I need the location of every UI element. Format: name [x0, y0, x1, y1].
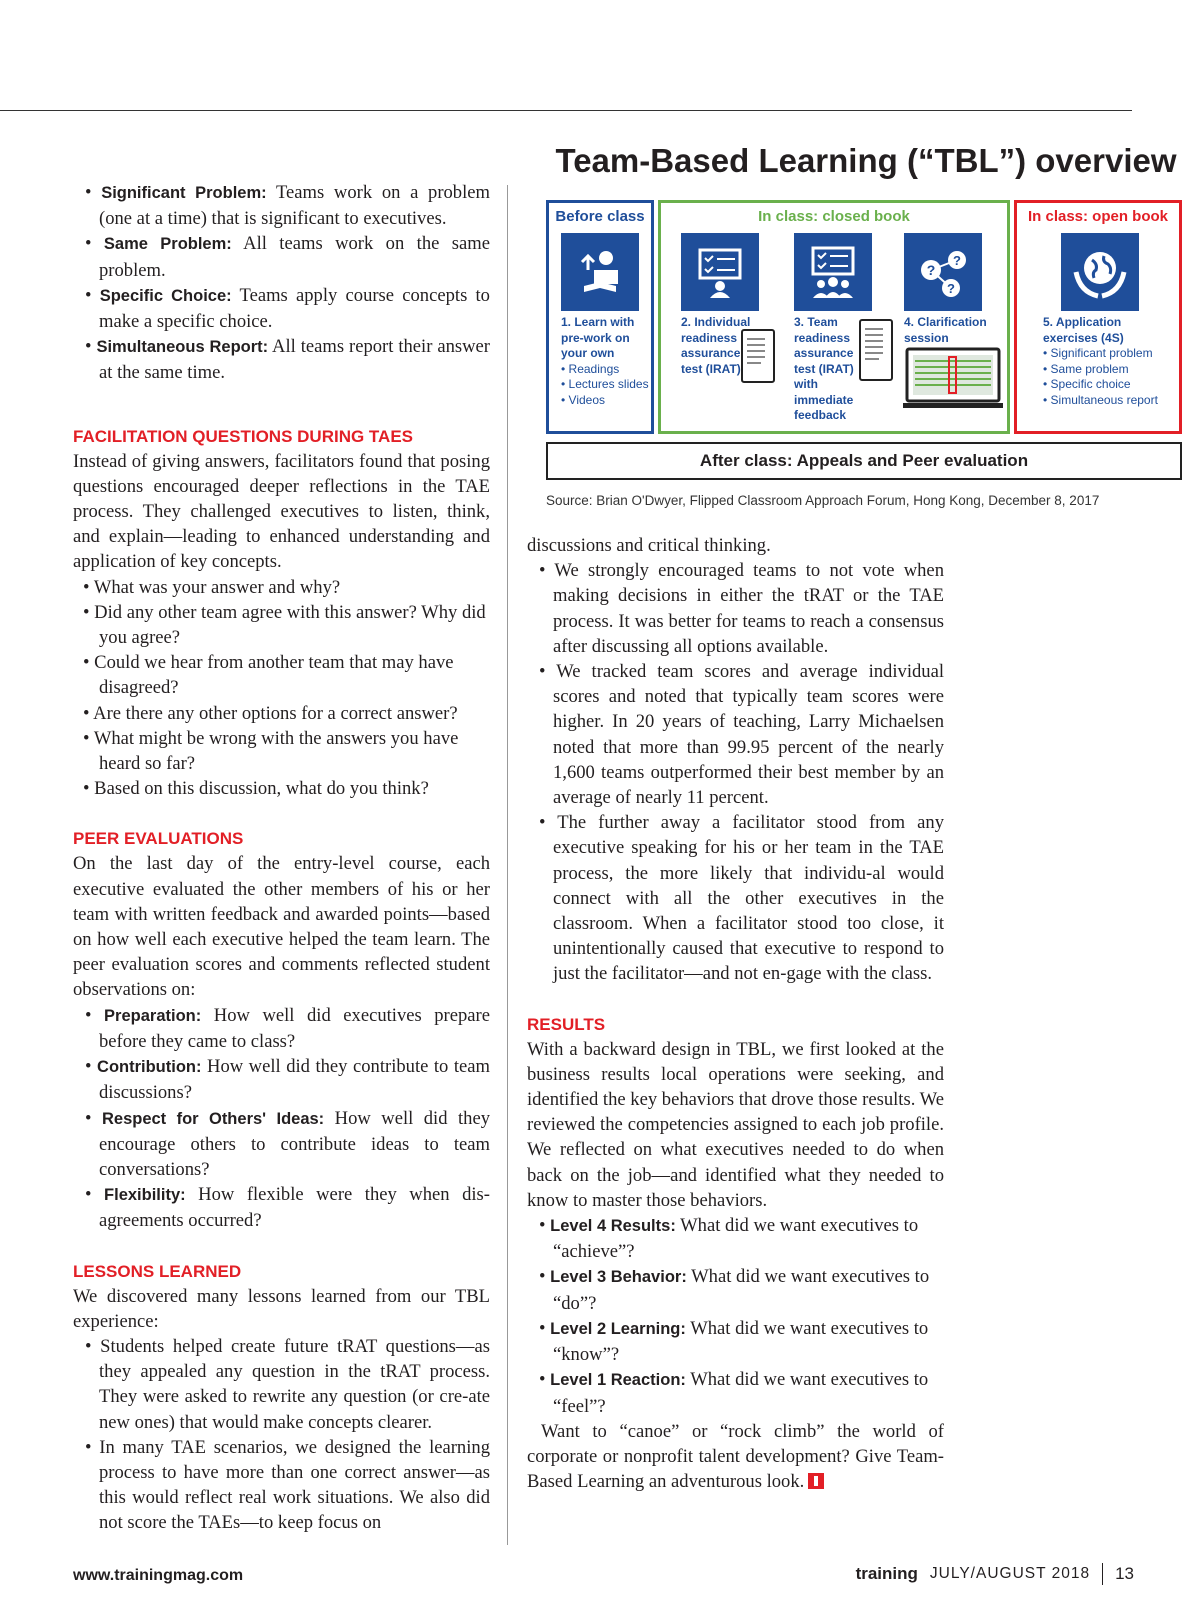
list-item: • Level 2 Learning: What did we want executives to “know”? — [539, 1317, 929, 1366]
before-class-box — [546, 200, 654, 434]
step-3-text: 3. Team readiness assurance test (IRAT) with immediate feedback — [794, 315, 854, 422]
end-mark-icon — [808, 1473, 824, 1489]
peer-evaluations-paragraph: On the last day of the entry-level course, each executive evaluated the other members of his or her team with written feedback and awarded points—based on how well each executive helped the team learn. The peer evaluation scores and comments reflected student observations on: — [73, 853, 490, 1001]
step-2-text: 2. Individual readiness assurance test (IRAT) — [681, 315, 751, 376]
lessons-continued-list — [527, 558, 944, 986]
footer-divider — [1102, 1563, 1103, 1585]
lessons-list — [73, 1334, 490, 1536]
tablet-icon — [859, 319, 893, 381]
levels-list — [527, 1213, 944, 1419]
list-item: • The further away a facilitator stood from any executive speaking for his or her team in the TAE process, the more likely that individu-al would connect with all the other executives in the classroom. When a facilitator stood too close, it unintentionally caused that executive to respond to just the facilitator—and not en-gage with the class. — [539, 812, 944, 985]
list-item: • What might be wrong with the answers you have heard so far? — [83, 727, 459, 775]
question-network-icon — [904, 233, 982, 311]
facilitation-heading: FACILITATION QUESTIONS DURING TAES — [73, 426, 413, 446]
lessons-learned-heading: LESSONS LEARNED — [73, 1261, 242, 1281]
core-features-list — [73, 180, 490, 386]
footer-brand: training — [855, 1564, 918, 1583]
list-item: • What was your answer and why? — [83, 576, 341, 598]
svg-text:?: ? — [953, 253, 961, 268]
step-4-text: 4. Clarification session — [904, 315, 987, 345]
tablet-icon — [741, 329, 775, 383]
open-book-label: In class: open book — [1027, 208, 1169, 225]
footer-issue: JULY/AUGUST 2018 — [929, 1565, 1091, 1582]
svg-text:?: ? — [947, 281, 955, 296]
step-5-text: 5. Application exercises (4S) • Significant problem • Same problem • Specific choice • Simultaneous report — [1043, 315, 1158, 407]
figure-source: Source: Brian O'Dwyer, Flipped Classroom Approach Forum, Hong Kong, December 8, 2017 — [546, 493, 1100, 508]
list-item: • Specific Choice: Teams apply course concepts to make a specific choice. — [85, 284, 490, 333]
reading-person-icon — [561, 233, 639, 311]
figure-title: Team-Based Learning (“TBL”) overview — [555, 142, 1177, 179]
list-item: • We tracked team scores and average individual scores and noted that typically team scores were higher. In 20 years of teaching, Larry Michaelsen noted that more than 99.95 percent of the nearly 1,600 teams outperformed their best member by an average of nearly 11 percent. — [539, 661, 944, 809]
list-item: • Preparation: How well did executives prepare before they came to class? — [85, 1004, 490, 1052]
team-test-icon — [794, 233, 872, 311]
open-book-box — [1014, 200, 1182, 434]
results-paragraph: With a backward design in TBL, we first looked at the business results local operations were seeking, and identified the key behaviors that drove those results. We reviewed the competencies assigned to each job profile. We reflected on what executives needed to do when back on the job—and identified what they needed to know to master those behaviors. — [527, 1038, 944, 1211]
before-class-label: Before class — [555, 208, 645, 225]
list-item: • Did any other team agree with this answer? Why did you agree? — [83, 601, 486, 649]
list-item: • Level 4 Results: What did we want executives to “achieve”? — [539, 1215, 919, 1263]
individual-test-icon — [681, 233, 759, 311]
footer-website: www.trainingmag.com — [73, 1567, 244, 1584]
column-rule — [507, 185, 508, 1545]
list-item: • Significant Problem: Teams work on a problem (one at a time) that is significant to executives. — [85, 182, 490, 230]
svg-text:?: ? — [926, 262, 936, 278]
list-item: • We strongly encouraged teams to not vote when making decisions in either the tRAT or the TAE process. It was better for teams to reach a consensus after discussing all options available. — [539, 560, 944, 657]
list-item: • Level 1 Reaction: What did we want executives to “feel”? — [539, 1369, 929, 1417]
closed-book-label: In class: closed book — [758, 208, 910, 225]
after-class-box: After class: Appeals and Peer evaluation — [546, 442, 1182, 480]
step-1-text: 1. Learn with pre-work on your own • Readings • Lectures slides • Videos — [561, 315, 649, 407]
lessons-paragraph: We discovered many lessons learned from our TBL experience: — [73, 1285, 490, 1332]
laptop-icon — [903, 347, 1003, 416]
facilitation-paragraph: Instead of giving answers, facilitators found that posing questions encouraged deeper reflections in the TAE process. They challenged executives to listen, think, and explain—leading to enhanced understanding and application of key concepts. — [73, 450, 490, 573]
results-heading: RESULTS — [527, 1014, 606, 1034]
peer-evaluations-heading: PEER EVALUATIONS — [73, 829, 244, 849]
list-item: • In many TAE scenarios, we designed the learning process to have more than one correct answer—as this would reflect real work situations. We also did not score the TAEs—to keep focus on — [85, 1436, 490, 1534]
closing-paragraph: Want to “canoe” or “rock climb” the world of corporate or nonprofit talent development? Give Team-Based Learning an adventurous look. — [527, 1420, 944, 1493]
top-rule — [0, 110, 1132, 111]
list-item: • Respect for Others' Ideas: How well did they encourage others to contribute ideas to team conversations? — [85, 1107, 490, 1180]
list-item: • Flexibility: How flexible were they when dis-agreements occurred? — [85, 1184, 490, 1232]
continuation-text: discussions and critical thinking. — [527, 535, 771, 556]
peer-items-list — [73, 1003, 490, 1234]
page-number: 13 — [1115, 1564, 1134, 1583]
list-item: • Same Problem: All teams work on the same problem. — [85, 233, 490, 281]
list-item: • Level 3 Behavior: What did we want executives to “do”? — [539, 1266, 930, 1314]
list-item: • Are there any other options for a correct answer? — [83, 702, 458, 724]
closed-book-box — [658, 200, 1010, 434]
list-item: • Could we hear from another team that may have disagreed? — [83, 652, 454, 699]
list-item: • Simultaneous Report: All teams report their answer at the same time. — [85, 336, 490, 384]
questions-list — [73, 575, 490, 802]
globe-hands-icon — [1061, 233, 1139, 311]
list-item: • Students helped create future tRAT questions—as they appealed any question in the tRAT process. They were asked to rewrite any question (or cre-ate new ones) that would make concepts clearer. — [85, 1335, 490, 1433]
footer-folio — [856, 1563, 1134, 1585]
list-item: • Based on this discussion, what do you think? — [83, 778, 429, 800]
left-column — [73, 180, 490, 1536]
right-column — [527, 533, 944, 1494]
list-item: • Contribution: How well did they contribute to team discussions? — [85, 1056, 490, 1104]
